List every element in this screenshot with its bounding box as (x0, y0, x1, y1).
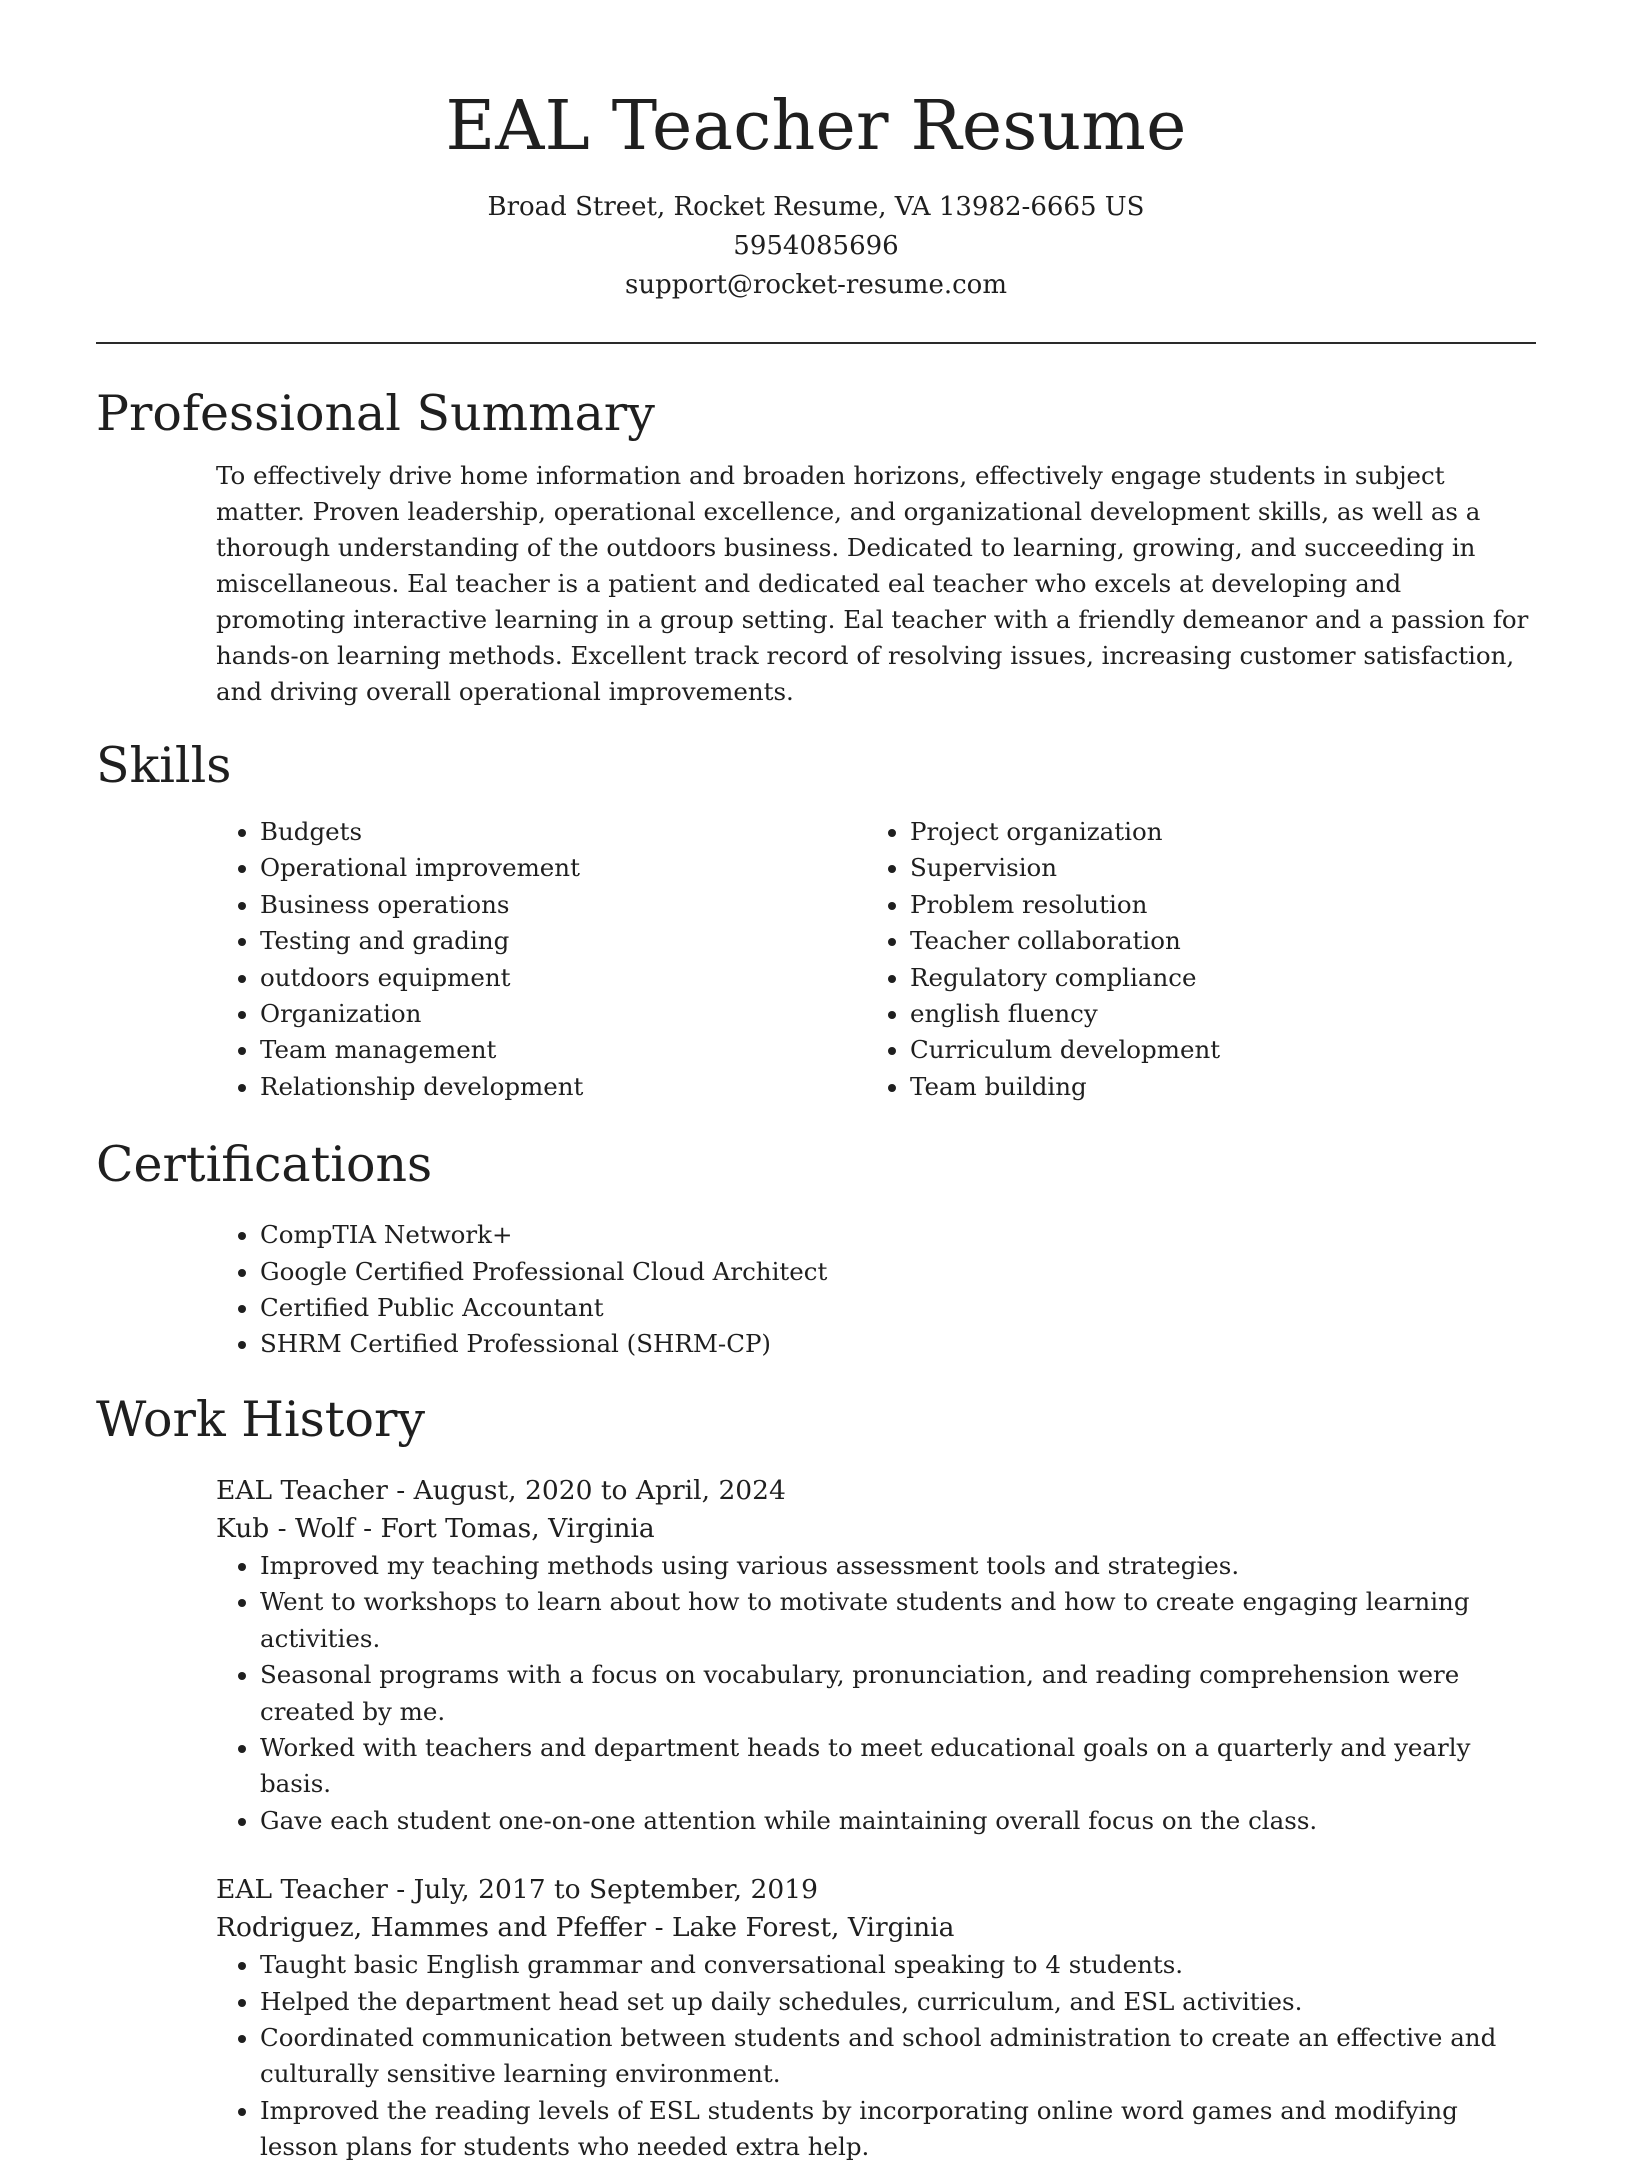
job-title-dates: EAL Teacher - August, 2020 to April, 2024 (216, 1474, 786, 1506)
job-duty-item: • Taught basic English grammar and conversational speaking to 4 students. (260, 1947, 1536, 1983)
skill-item: • Testing and grading (260, 923, 866, 959)
skill-item: • Supervision (910, 850, 1516, 886)
certification-item: • SHRM Certified Professional (SHRM-CP) (260, 1326, 1536, 1362)
resume-header (96, 0, 1536, 305)
skill-item: • Project organization (910, 814, 1516, 850)
certifications-heading: Certifications (96, 1136, 433, 1194)
skill-item: • Operational improvement (260, 850, 866, 886)
skill-item: • Teacher collaboration (910, 923, 1516, 959)
job-entry (216, 1871, 1536, 2165)
summary-text: To effectively drive home information and broaden horizons, effectively engage students in subject matter. Proven leadership, operational excellence, and organizational development skills, as well as a thorough understanding of the outdoors business. Dedicated to learning, growing, and succeeding in miscellaneous. Eal teacher is a patient and dedicated eal teacher who excels at developing and promoting interactive learning in a group setting. Eal teacher with a friendly demeanor and a passion for hands-on learning methods. Excellent track record of resolving issues, increasing customer satisfaction, and driving overall operational improvements. (216, 461, 1529, 706)
job-duty-item: • Improved my teaching methods using various assessment tools and strategies. (260, 1548, 1536, 1584)
job-duties-list (216, 1947, 1536, 2165)
job-duty-item: • Gave each student one-on-one attention while maintaining overall focus on the class. (260, 1803, 1536, 1839)
skill-item: • Business operations (260, 887, 866, 923)
certification-item: • Certified Public Accountant (260, 1290, 1536, 1326)
job-entry (216, 1472, 1536, 1839)
resume-title: EAL Teacher Resume (445, 87, 1187, 166)
job-company-location: Rodriguez, Hammes and Pfeffer - Lake Forest, Virginia (216, 1912, 955, 1944)
certifications-block (216, 1217, 1536, 1363)
skill-item: • Team building (910, 1069, 1516, 1105)
phone-text: 5954085696 (733, 231, 899, 261)
certifications-list (216, 1217, 1536, 1363)
certification-item: • CompTIA Network+ (260, 1217, 1536, 1253)
job-title-dates: EAL Teacher - July, 2017 to September, 2019 (216, 1874, 818, 1906)
address-text: Broad Street, Rocket Resume, VA 13982-6665 US (487, 192, 1145, 222)
skills-column-left (216, 814, 866, 1105)
email-text: support@rocket-resume.com (624, 270, 1007, 300)
job-duty-item: • Went to workshops to learn about how to motivate students and how to create engaging learning activities. (260, 1584, 1536, 1657)
work-history-heading: Work History (96, 1390, 426, 1448)
job-company-location: Kub - Wolf - Fort Tomas, Virginia (216, 1512, 655, 1544)
skill-item: • Curriculum development (910, 1032, 1516, 1068)
job-duties-list (216, 1548, 1536, 1839)
skill-item: • Organization (260, 996, 866, 1032)
skill-item: • english fluency (910, 996, 1516, 1032)
skill-item: • Regulatory compliance (910, 960, 1516, 996)
skill-item: • Problem resolution (910, 887, 1516, 923)
job-duty-item: • Coordinated communication between students and school administration to create an effective and culturally sensitive learning environment. (260, 2020, 1536, 2093)
summary-heading: Professional Summary (96, 385, 655, 442)
skills-column-right (866, 814, 1516, 1105)
job-duty-item: • Improved the reading levels of ESL students by incorporating online word games and modifying lesson plans for students who needed extra help. (260, 2093, 1536, 2166)
skills-heading: Skills (96, 737, 232, 794)
job-duty-item: • Seasonal programs with a focus on vocabulary, pronunciation, and reading comprehension were created by me. (260, 1657, 1536, 1730)
skill-item: • outdoors equipment (260, 960, 866, 996)
skill-item: • Relationship development (260, 1069, 866, 1105)
certification-item: • Google Certified Professional Cloud Architect (260, 1254, 1536, 1290)
job-duty-item: • Helped the department head set up daily schedules, curriculum, and ESL activities. (260, 1984, 1536, 2020)
skill-item: • Team management (260, 1032, 866, 1068)
skills-list-right (866, 814, 1516, 1105)
skills-list-left (216, 814, 866, 1105)
job-duty-item: • Worked with teachers and department heads to meet educational goals on a quarterly and yearly basis. (260, 1730, 1536, 1803)
resume-page (96, 0, 1536, 2166)
skills-grid (216, 814, 1536, 1105)
skill-item: • Budgets (260, 814, 866, 850)
header-divider (96, 342, 1536, 344)
